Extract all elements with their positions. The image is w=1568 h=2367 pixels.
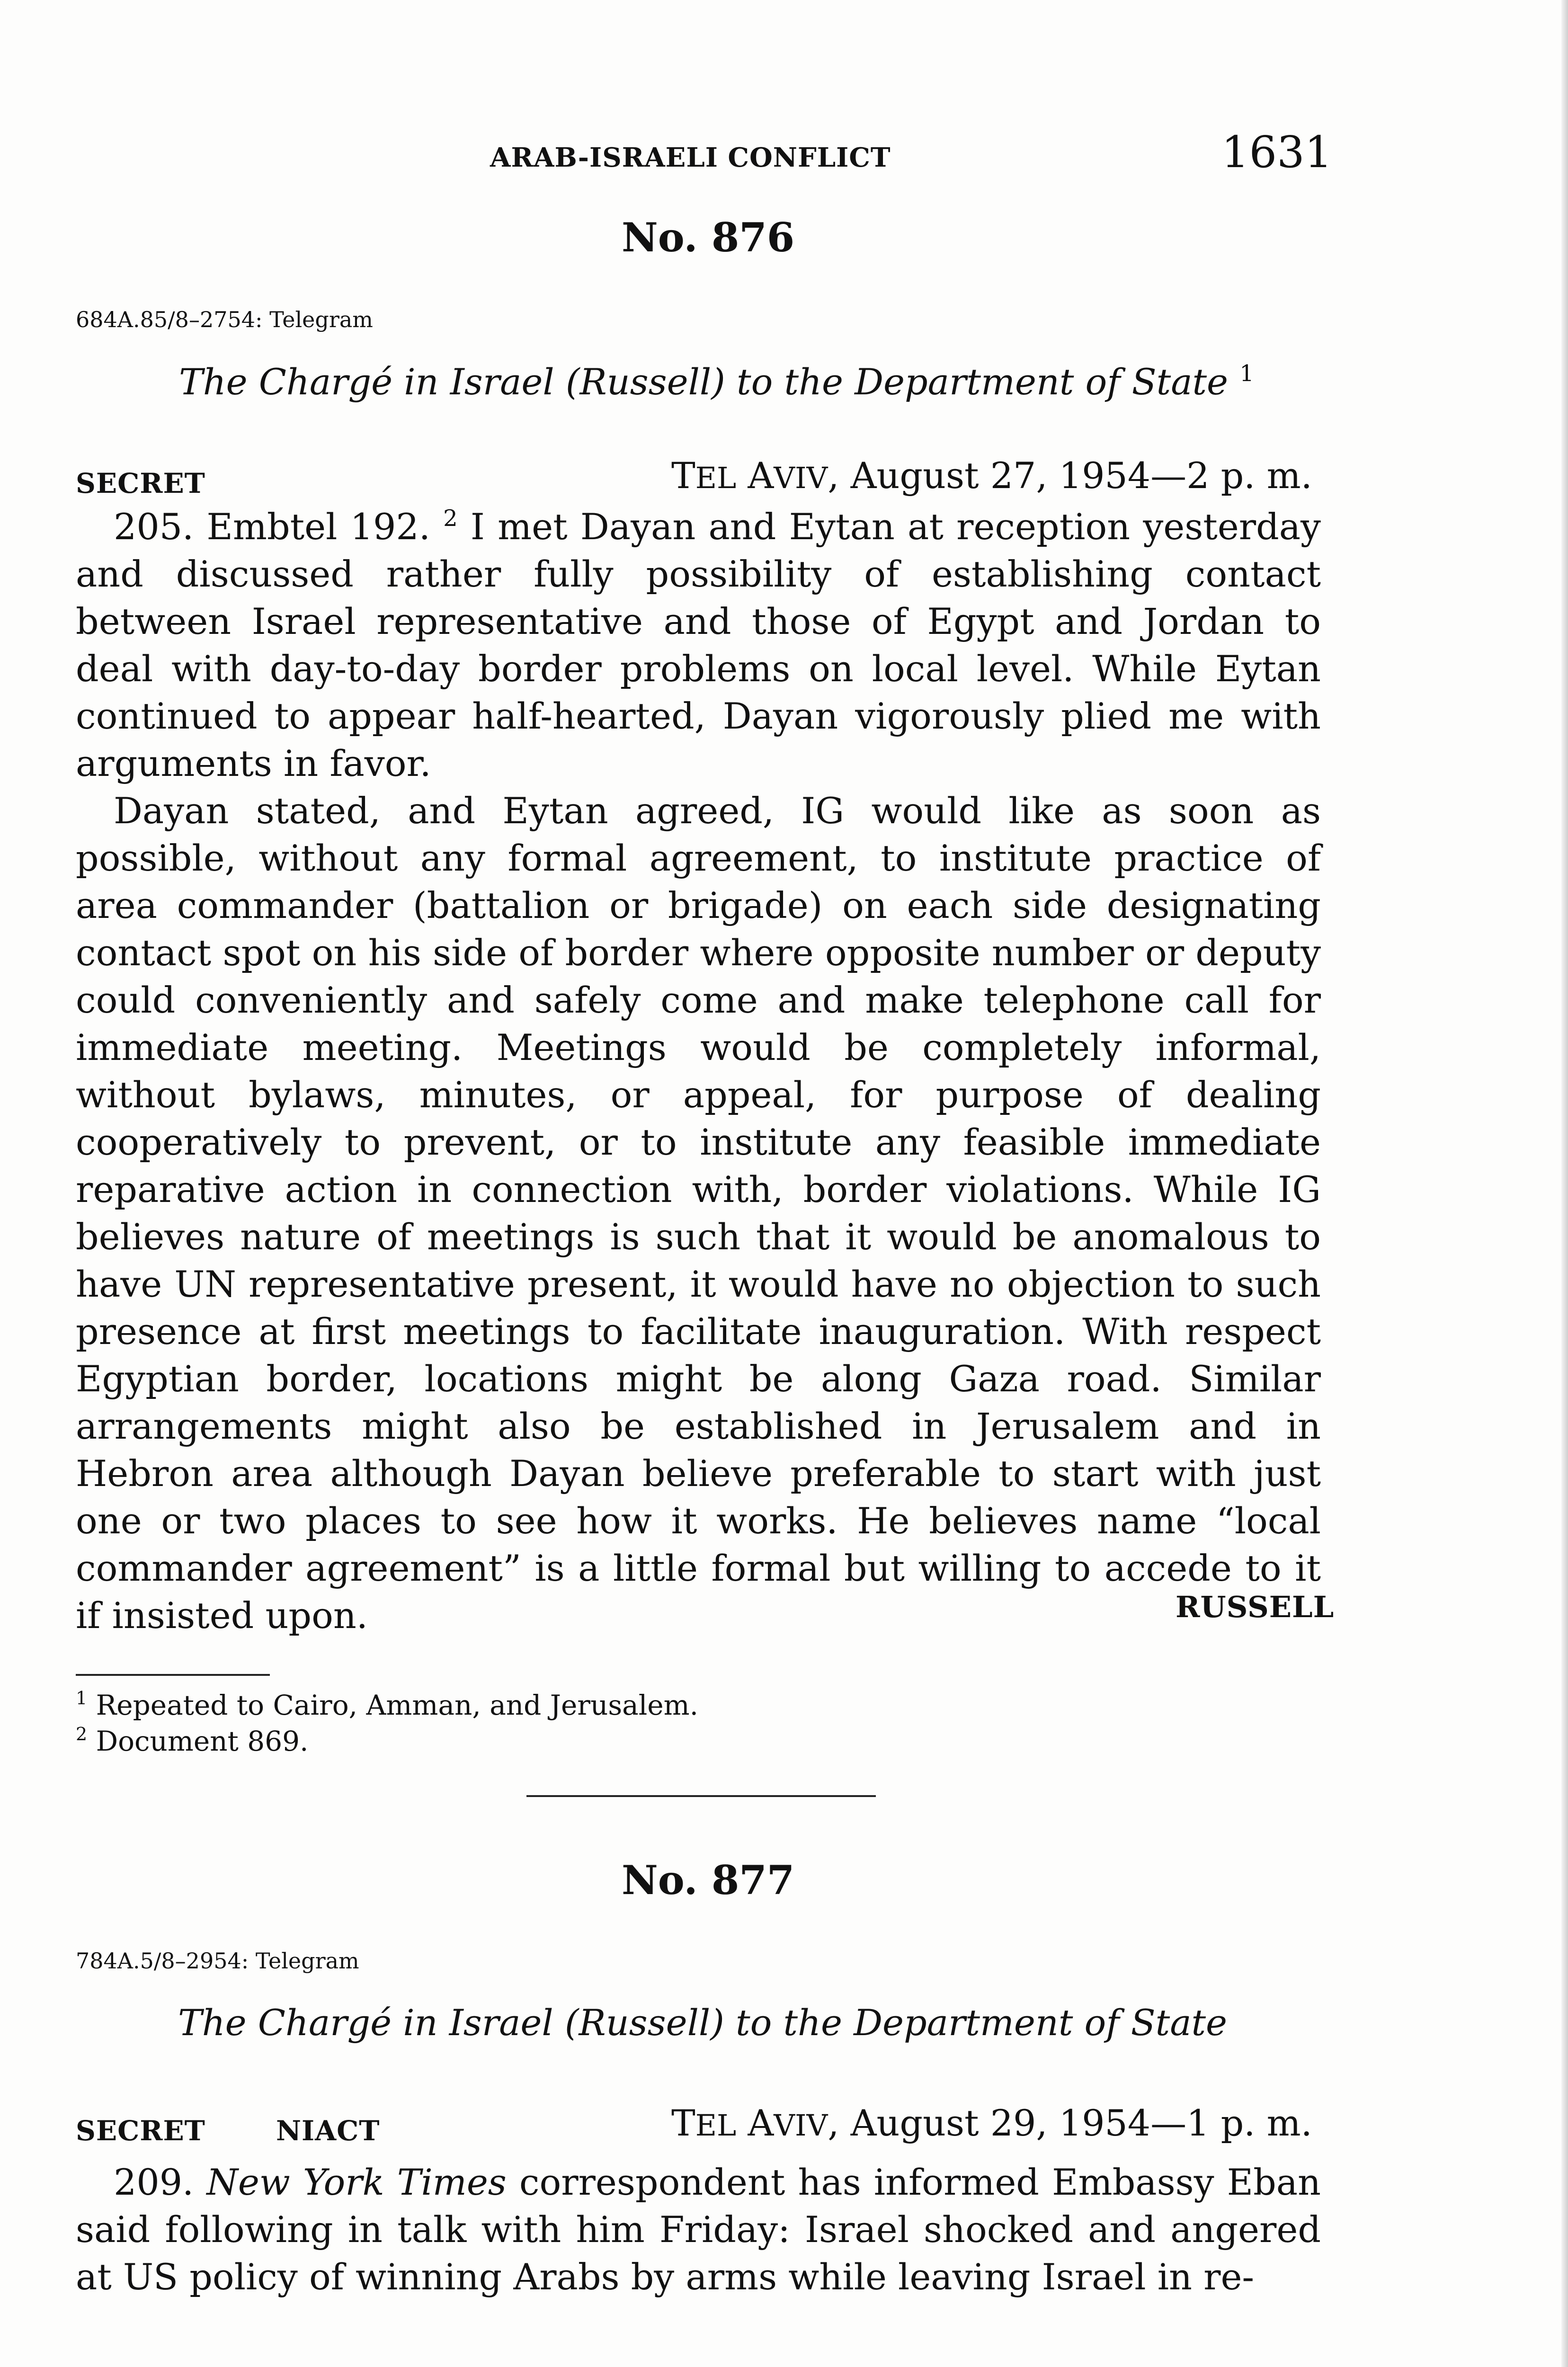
footnote-2-mark: 2	[76, 1724, 88, 1744]
para-text: correspondent has informed Embassy Eban said following in talk with him Friday: Israel shocked and angered at US policy of winning Arabs by arms while leaving Israel in re-	[76, 2161, 1321, 2298]
footnote-ref-2: 2	[443, 505, 458, 532]
dateline-877: TEL AVIV, August 29, 1954—1 p. m.	[671, 2102, 1312, 2144]
running-head: ARAB-ISRAELI CONFLICT	[490, 142, 891, 173]
signature-russell: RUSSELL	[1176, 1590, 1335, 1624]
dateline-877-date: , August 29, 1954—1 p. m.	[828, 2102, 1312, 2144]
footnote-2	[76, 1725, 308, 1757]
footnote-1	[76, 1689, 698, 1721]
paragraph-876-1	[76, 503, 1321, 787]
classification-876: SECRET	[76, 467, 205, 499]
footnote-2-text: Document 869.	[87, 1725, 309, 1757]
para-text: I met Dayan and Eytan at reception yesterday and discussed rather fully possibility of establishing contact between Israel representative and those of Egypt and Jordan to deal with day-to-day border problems on local level. While Eytan continued to appear half-hearted, Dayan vigorously plied me with arguments in favor.	[76, 506, 1321, 784]
classification-877: SECRET	[76, 2115, 205, 2147]
file-ref-876: 684A.85/8–2754: Telegram	[76, 307, 373, 332]
paragraph-877-1	[76, 2159, 1321, 2301]
precedence-877: NIACT	[276, 2115, 380, 2147]
body-876	[76, 503, 1321, 1639]
doc-title-876	[179, 361, 1254, 403]
body-877	[76, 2159, 1321, 2301]
footnote-rule	[76, 1674, 270, 1676]
doc-title-877: The Chargé in Israel (Russell) to the Department of State	[178, 2002, 1228, 2044]
para-number: 209.	[114, 2161, 194, 2203]
para-lead: 205. Embtel 192.	[114, 506, 430, 548]
section-divider	[526, 1795, 876, 1797]
newspaper-name: New York Times	[206, 2161, 507, 2203]
paragraph-876-2: Dayan stated, and Eytan agreed, IG would like as soon as possible, without any formal agreement, to institute practice of area commander (battalion or brigade) on each side designating contact spot on his side of border where opposite number or deputy could conveniently and safely come and make telephone call for immediate meeting. Meetings would be completely informal, without bylaws, minutes, or appeal, for purpose of dealing cooperatively to prevent, or to institute any feasible immediate reparative action in connection with, border violations. While IG believes nature of meetings is such that it would be anomalous to have UN representative present, it would have no objection to such presence at first meetings to facilitate inauguration. With respect Egyptian border, locations might be along Gaza road. Similar arrangements might also be established in Jerusalem and in Hebron area although Dayan believe preferable to start with just one or two places to see how it works. He believes name “local commander agreement” is a little formal but willing to accede to it if insisted upon.	[76, 790, 1321, 1637]
page-number: 1631	[1221, 127, 1333, 178]
dateline-876-date: , August 27, 1954—2 p. m.	[828, 454, 1312, 497]
dateline-876: TEL AVIV, August 27, 1954—2 p. m.	[671, 454, 1312, 497]
doc-title-876-text: The Chargé in Israel (Russell) to the Department of State	[179, 361, 1229, 403]
footnote-ref-1: 1	[1239, 360, 1254, 387]
doc-number-876: No. 876	[622, 214, 795, 261]
scan-edge-shadow	[1561, 0, 1568, 2367]
doc-number-877: No. 877	[622, 1857, 795, 1904]
footnote-1-mark: 1	[76, 1688, 88, 1709]
file-ref-877: 784A.5/8–2954: Telegram	[76, 1948, 359, 1974]
footnote-1-text: Repeated to Cairo, Amman, and Jerusalem.	[87, 1689, 699, 1721]
